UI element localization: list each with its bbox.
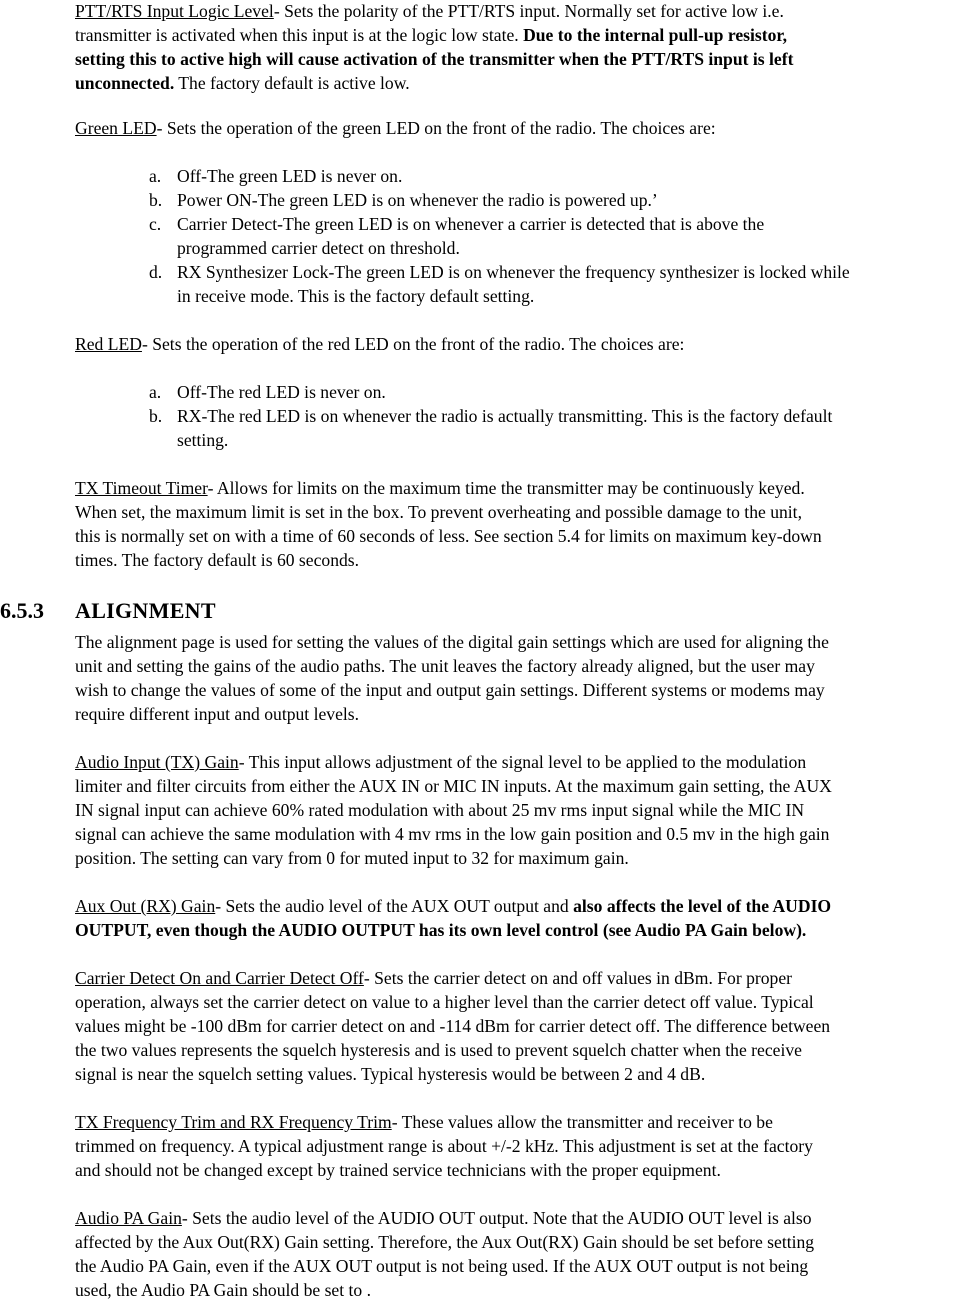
red-led-paragraph: Red LED- Sets the operation of the red LED on the front of the radio. The choices are: xyxy=(75,334,685,354)
green-led-option: d. RX Synthesizer Lock-The green LED is on whenever the frequency synthesizer is locked while in receive mode. This is the factory default setting. xyxy=(149,262,850,306)
section-heading xyxy=(0,597,972,625)
frequency-trim-term: TX Frequency Trim and RX Frequency Trim xyxy=(75,1112,392,1132)
audio-input-gain-term: Audio Input (TX) Gain xyxy=(75,752,239,772)
green-led-option: b. Power ON-The green LED is on whenever the radio is powered up.’ xyxy=(149,190,658,210)
aux-out-gain-paragraph: Aux Out (RX) Gain- Sets the audio level of the AUX OUT output and also affects the level of the AUDIO OUTPUT, even though the AUDIO OUTPUT has its own level control (see Audio PA Gain below). xyxy=(75,896,832,940)
tx-timeout-paragraph: TX Timeout Timer- Allows for limits on the maximum time the transmitter may be continuously keyed. When set, the maximum limit is set in the box. To prevent overheating and possible damage to the unit, this is normally set on with a time of 60 seconds of less. See section 5.4 for limits on maximum key-down times. The factory default is 60 seconds. xyxy=(75,478,822,570)
ptt-rts-paragraph: PTT/RTS Input Logic Level- Sets the polarity of the PTT/RTS input. Normally set for active low i.e. transmitter is activated when this input is at the logic low state. Due to the internal pull-up resistor, setting this to active high will cause activation of the transmitter when the PTT/RTS input is left unconnected. The factory default is active low. xyxy=(75,1,794,93)
carrier-detect-paragraph: Carrier Detect On and Carrier Detect Off- Sets the carrier detect on and off values in dBm. For proper operation, always set the carrier detect on value to a higher level than the carrier detect off value. Typical values might be -100 dBm for carrier detect on and -114 dBm for carrier detect off. The difference between the two values represents the squelch hysteresis and is used to prevent squelch chatter when the receive signal is near the squelch setting values. Typical hysteresis would be between 2 and 4 dB. xyxy=(75,968,831,1084)
red-led-option: b. RX-The red LED is on whenever the radio is actually transmitting. This is the factory default setting. xyxy=(149,406,833,450)
green-led-option: a. Off-The green LED is never on. xyxy=(149,166,403,186)
red-led-term: Red LED xyxy=(75,334,142,354)
audio-pa-gain-paragraph: Audio PA Gain- Sets the audio level of the AUDIO OUT output. Note that the AUDIO OUT level is also affected by the Aux Out(RX) Gain setting. Therefore, the Aux Out(RX) Gain should be set before setting the Audio PA Gain, even if the AUX OUT output is not being used. If the AUX OUT output is not being used, the Audio PA Gain should be set to . xyxy=(75,1208,815,1300)
green-led-term: Green LED xyxy=(75,118,157,138)
aux-out-gain-term: Aux Out (RX) Gain xyxy=(75,896,216,916)
green-led-paragraph: Green LED- Sets the operation of the green LED on the front of the radio. The choices are: xyxy=(75,118,716,138)
green-led-option: c. Carrier Detect-The green LED is on whenever a carrier is detected that is above the programmed carrier detect on threshold. xyxy=(149,214,765,258)
audio-pa-gain-term: Audio PA Gain xyxy=(75,1208,182,1228)
alignment-intro-paragraph: The alignment page is used for setting the values of the digital gain settings which are used for aligning the unit and setting the gains of the audio paths. The unit leaves the factory already aligned, but the user may wish to change the values of some of the input and output gain settings. Different systems or modems may require different input and output levels. xyxy=(75,632,829,724)
section-number: 6.5.3 xyxy=(0,598,44,623)
frequency-trim-paragraph: TX Frequency Trim and RX Frequency Trim- These values allow the transmitter and receiver to be trimmed on frequency. A typical adjustment range is about +/-2 kHz. This adjustment is set at the factory and should not be changed except by trained service technicians with the proper equipment. xyxy=(75,1112,813,1180)
ptt-rts-term: PTT/RTS Input Logic Level xyxy=(75,1,274,21)
audio-input-gain-paragraph: Audio Input (TX) Gain- This input allows adjustment of the signal level to be applied to the modulation limiter and filter circuits from either the AUX IN or MIC IN inputs. At the maximum gain setting, the AUX IN signal input can achieve 60% rated modulation with about 25 mv rms input signal while the MIC IN signal can achieve the same modulation with 4 mv rms in the low gain position and 0.5 mv in the high gain position. The setting can vary from 0 for muted input to 32 for maximum gain. xyxy=(75,752,832,868)
tx-timeout-term: TX Timeout Timer xyxy=(75,478,208,498)
carrier-detect-term: Carrier Detect On and Carrier Detect Off xyxy=(75,968,364,988)
section-title: ALIGNMENT xyxy=(75,598,216,623)
red-led-option: a. Off-The red LED is never on. xyxy=(149,382,386,402)
